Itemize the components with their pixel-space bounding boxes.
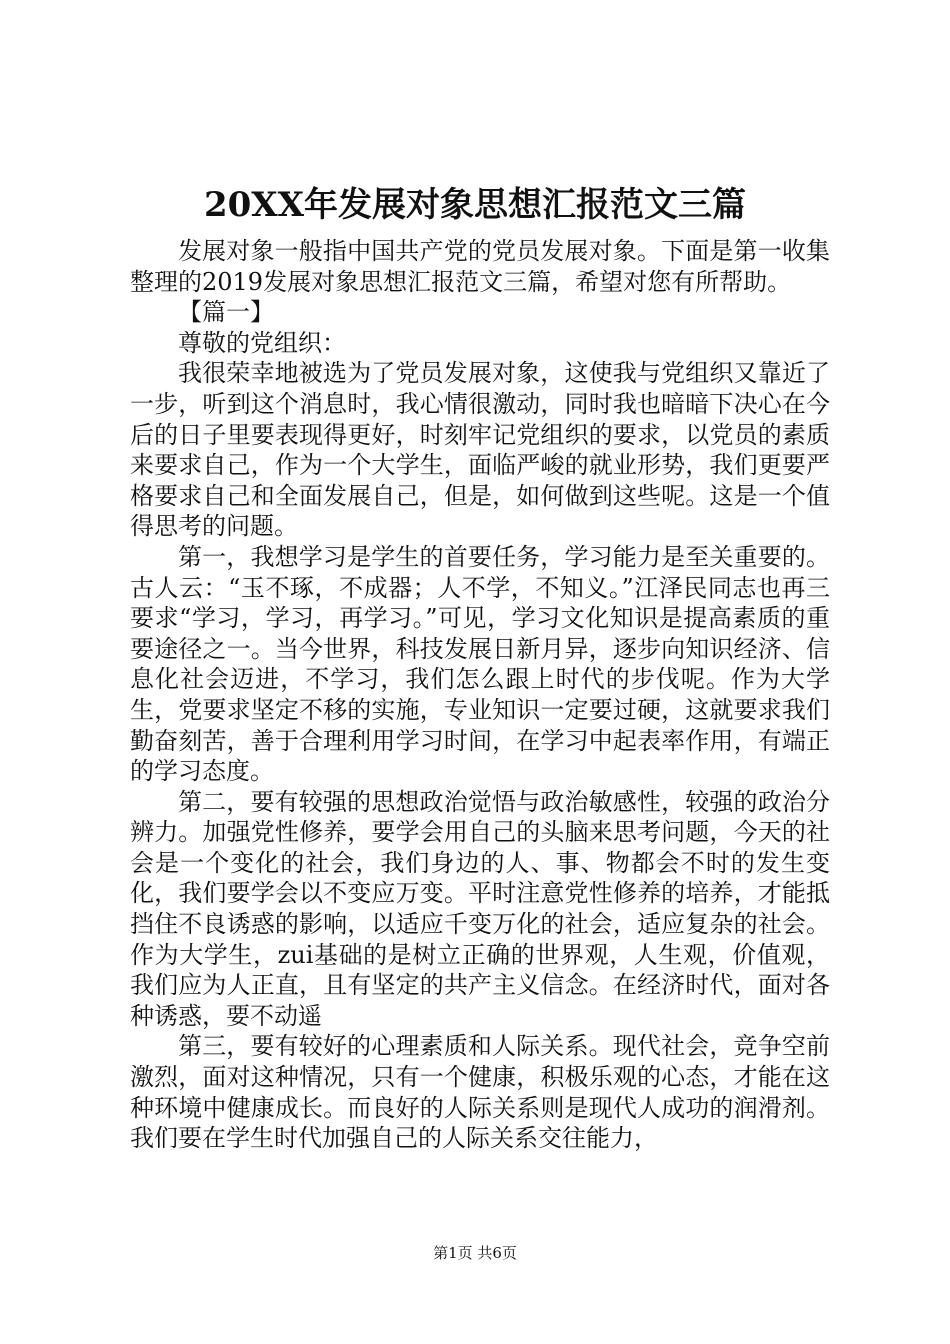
document-body <box>130 236 830 1154</box>
section-heading: 【篇一】 <box>178 298 274 327</box>
page-number-footer: 第1页 共6页 <box>433 1244 517 1262</box>
body-paragraph: 第二，要有较强的思想政治觉悟与政治敏感性，较强的政治分辨力。加强党性修养，要学会用自己的头脑来思考问题，今天的社会是一个变化的社会，我们身边的人、事、物都会不时的发生变化，我们要学会以不变应万变。平时注意党性修养的培养，才能抵挡住不良诱惑的影响，以适应千变万化的社会，适应复杂的社会。作为大学生，zui基础的是树立正确的世界观，人生观，价值观，我们应为人正直，且有坚定的共产主义信念。在经济时代，面对各种诱惑，要不动遥 <box>130 787 830 1030</box>
body-paragraph: 第一，我想学习是学生的首要任务，学习能力是至关重要的。古人云：“玉不琢，不成器；人不学，不知义。”江泽民同志也再三要求“学习，学习，再学习。”可见，学习文化知识是提高素质的重要途径之一。当今世界，科技发展日新月异，逐步向知识经济、信息化社会迈进，不学习，我们怎么跟上时代的步伐呢。作为大学生，党要求坚定不移的实施，专业知识一定要过硬，这就要求我们勤奋刻苦，善于合理利用学习时间，在学习中起表率作用，有端正的学习态度。 <box>130 542 830 786</box>
intro-paragraph: 发展对象一般指中国共产党的党员发展对象。下面是第一收集整理的2019发展对象思想汇报范文三篇，希望对您有所帮助。 <box>130 237 830 296</box>
body-paragraph: 我很荣幸地被选为了党员发展对象，这使我与党组织又靠近了一步，听到这个消息时，我心情很激动，同时我也暗暗下决心在今后的日子里要表现得更好，时刻牢记党组织的要求，以党员的素质来要求自己，作为一个大学生，面临严峻的就业形势，我们更要严格要求自己和全面发展自己，但是，如何做到这些呢。这是一个值得思考的问题。 <box>130 359 830 541</box>
document-title: 20XX年发展对象思想汇报范文三篇 <box>203 185 747 225</box>
salutation: 尊敬的党组织： <box>178 328 346 357</box>
body-paragraph: 第三，要有较好的心理素质和人际关系。现代社会，竞争空前激烈，面对这种情况，只有一个健康，积极乐观的心态，才能在这种环境中健康成长。而良好的人际关系则是现代人成功的润滑剂。我们要在学生时代加强自己的人际关系交往能力， <box>130 1032 830 1153</box>
